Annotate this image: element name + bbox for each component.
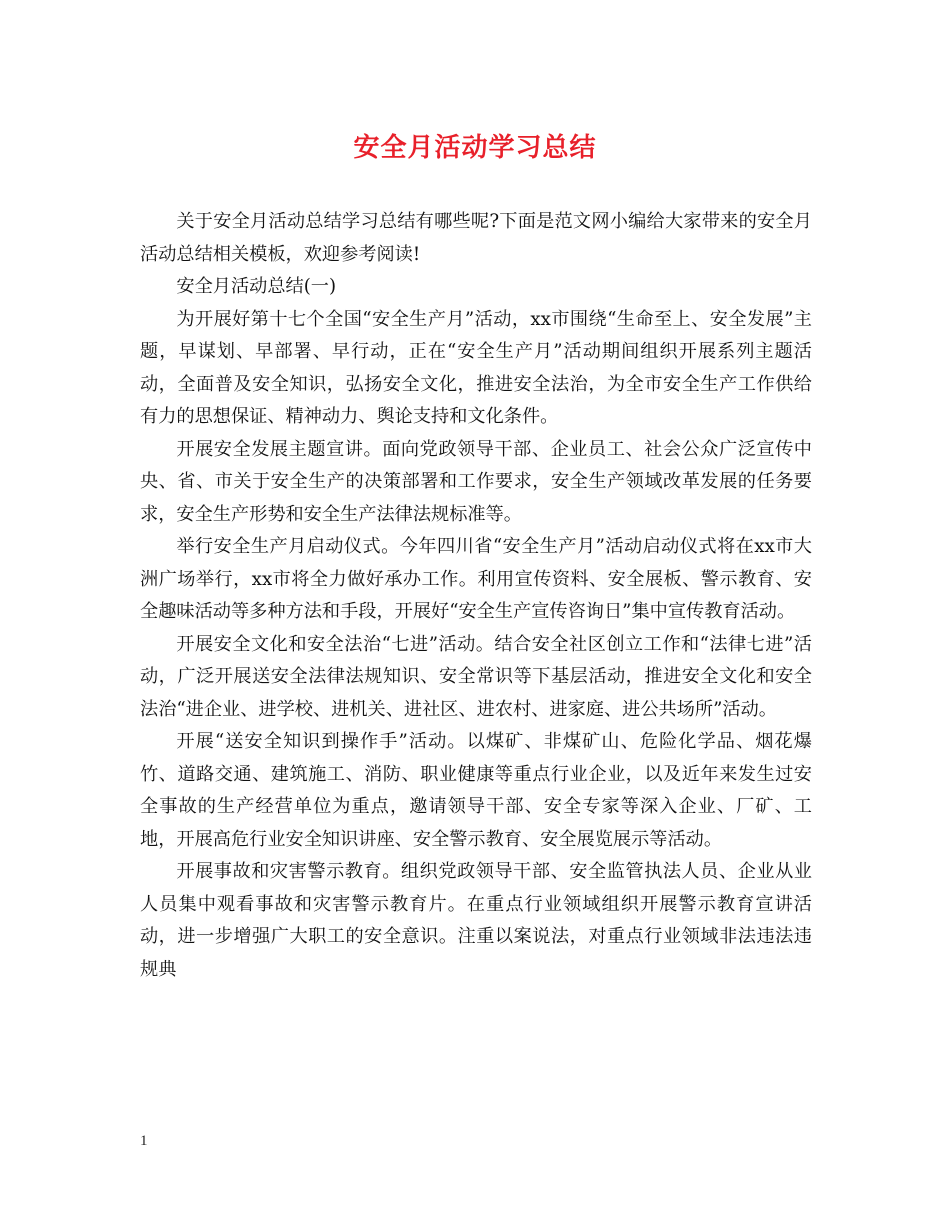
intro-paragraph: 关于安全月活动总结学习总结有哪些呢?下面是范文网小编给大家带来的安全月活动总结相关模板，欢迎参考阅读! xyxy=(140,211,812,265)
document-title: 安全月活动学习总结 xyxy=(353,133,597,163)
body-paragraph: 开展“送安全知识到操作手”活动。以煤矿、非煤矿山、危险化学品、烟花爆竹、道路交通、建筑施工、消防、职业健康等重点行业企业，以及近年来发生过安全事故的生产经营单位为重点，邀请领导干部、安全专家等深入企业、厂矿、工地，开展高危行业安全知识讲座、安全警示教育、安全展览展示等活动。 xyxy=(140,731,812,850)
body-paragraph: 举行安全生产月启动仪式。今年四川省“安全生产月”活动启动仪式将在xx市大洲广场举行，xx市将全力做好承办工作。利用宣传资料、安全展板、警示教育、安全趣味活动等多种方法和手段，开展好“安全生产宣传咨询日”集中宣传教育活动。 xyxy=(140,536,812,622)
body-paragraph: 开展安全文化和安全法治“七进”活动。结合安全社区创立工作和“法律七进”活动，广泛开展送安全法律法规知识、安全常识等下基层活动，推进安全文化和安全法治“进企业、进学校、进机关、进社区、进农村、进家庭、进公共场所”活动。 xyxy=(140,633,812,720)
body-paragraph: 开展安全发展主题宣讲。面向党政领导干部、企业员工、社会公众广泛宣传中央、省、市关于安全生产的决策部署和工作要求，安全生产领域改革发展的任务要求，安全生产形势和安全生产法律法规标准等。 xyxy=(140,438,812,525)
body-paragraph: 为开展好第十七个全国“安全生产月”活动，xx市围绕“生命至上、安全发展”主题，早谋划、早部署、早行动，正在“安全生产月”活动期间组织开展系列主题活动，全面普及安全知识，弘扬安全文化，推进安全法治，为全市安全生产工作供给有力的思想保证、精神动力、舆论支持和文化条件。 xyxy=(140,308,812,427)
body-paragraph: 开展事故和灾害警示教育。组织党政领导干部、安全监管执法人员、企业从业人员集中观看事故和灾害警示教育片。在重点行业领域组织开展警示教育宣讲活动，进一步增强广大职工的安全意识。注重以案说法，对重点行业领域非法违法违规典 xyxy=(140,861,812,980)
document-body xyxy=(140,206,812,986)
page-number: 1 xyxy=(140,1133,148,1149)
section-heading: 安全月活动总结(一) xyxy=(176,276,337,297)
